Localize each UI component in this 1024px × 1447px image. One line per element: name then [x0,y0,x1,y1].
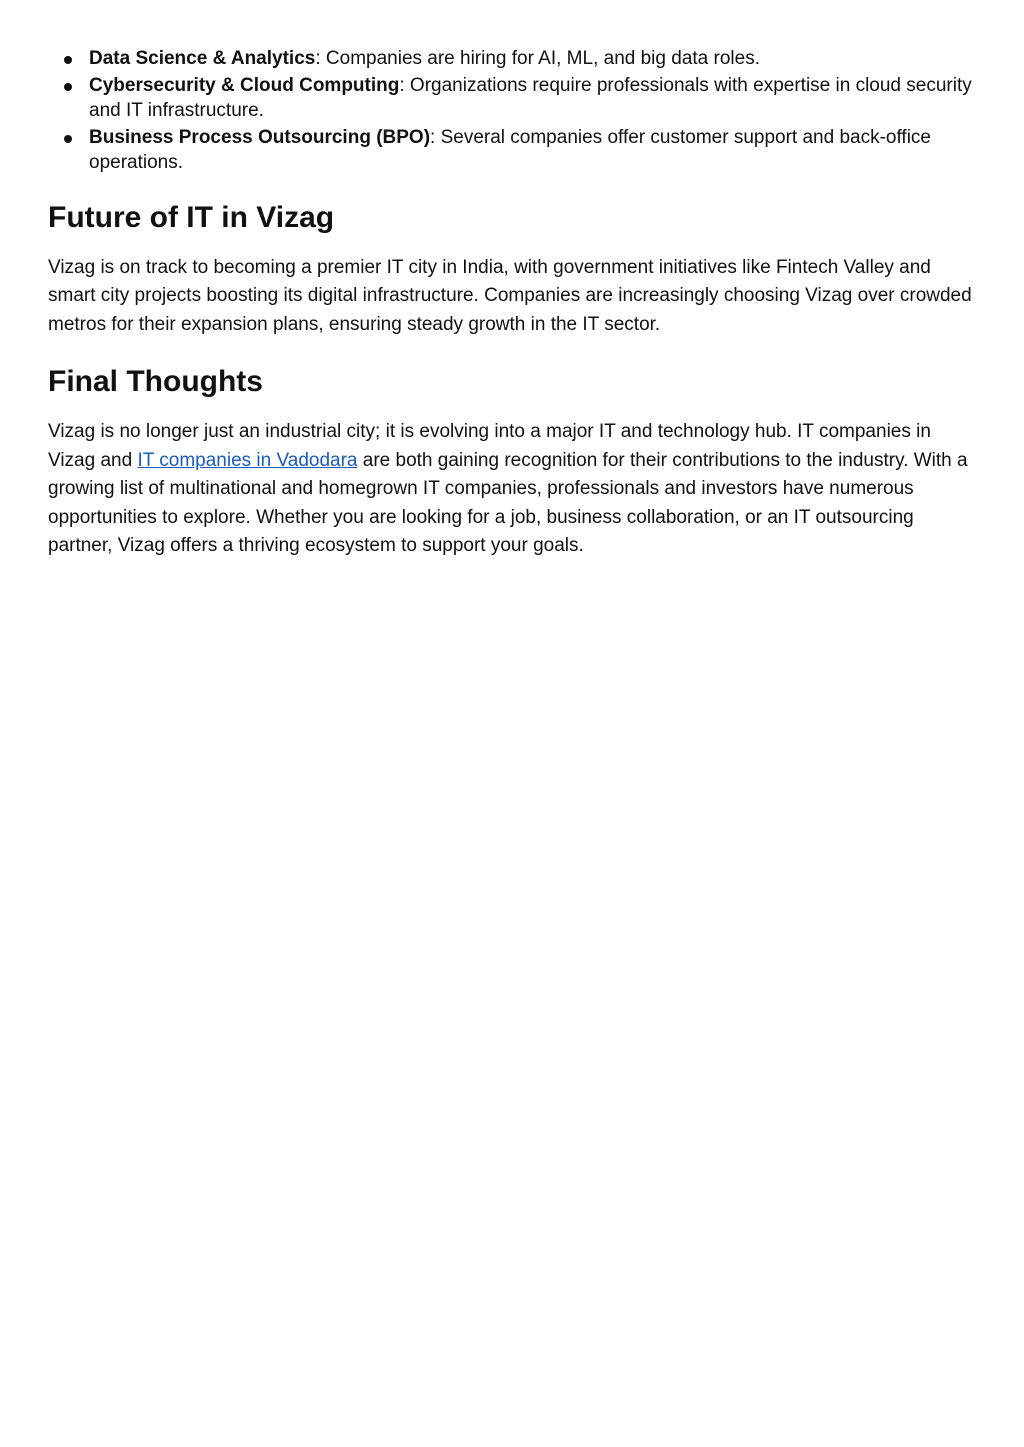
bullet-icon [64,83,72,91]
document-page [48,46,978,561]
list-item-term: Cybersecurity & Cloud Computing [89,74,400,96]
list-item-bpo [48,125,978,176]
final-text-before-link: Vizag is no longer just an industrial city; it is evolving into a major IT and technology hub. IT companies in Vizag and [48,421,931,471]
final-thoughts-heading: Final Thoughts [48,365,263,398]
list-item-text: : Companies are hiring for AI, ML, and big data roles. [315,48,760,69]
sector-list [48,46,978,176]
vadodara-companies-link[interactable]: IT companies in Vadodara [137,449,358,471]
list-item-text: : Several companies offer customer support and back-office operations. [89,126,931,173]
list-item-term: Data Science & Analytics [89,48,316,69]
list-item-text: : Organizations require professionals with expertise in cloud security and IT infrastructure. [89,74,972,121]
list-item-cybersecurity [48,73,978,124]
bullet-icon [64,56,72,64]
bullet-icon [64,135,72,143]
final-thoughts-paragraph [48,418,978,561]
final-text-after-link: are both gaining recognition for their contributions to the industry. With a growing list of multinational and homegrown IT companies, professionals and investors have numerous opportunities to explore. Whether you are looking for a job, business collaboration, or an IT outsourcing partner, Vizag offers a thriving ecosystem to support your goals. [48,449,968,556]
list-item-term: Business Process Outsourcing (BPO) [89,126,431,148]
future-heading: Future of IT in Vizag [48,200,335,234]
list-item-data-science [48,46,978,72]
future-paragraph: Vizag is on track to becoming a premier IT city in India, with government initiatives like Fintech Valley and smart city projects boosting its digital infrastructure. Companies are increasingly choosing Vizag over crowded metros for their expansion plans, ensuring steady growth in the IT sector. [48,256,972,335]
